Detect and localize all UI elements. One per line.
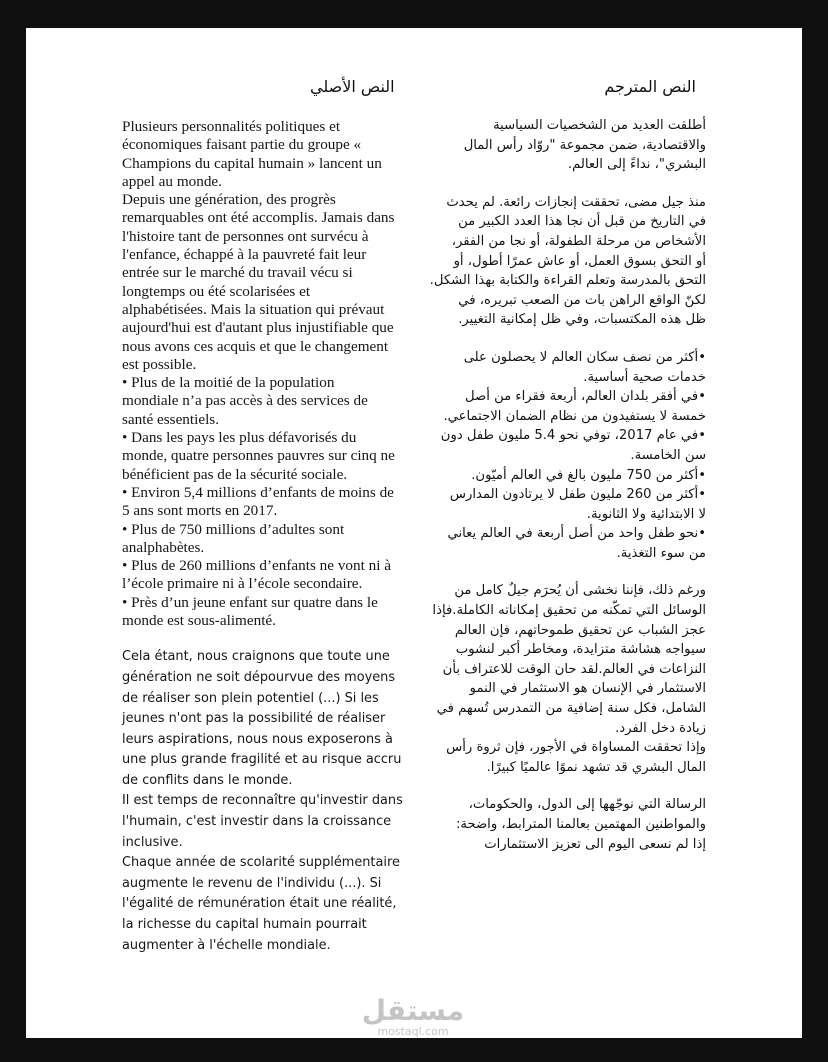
arabic-progress-paragraph: [416, 193, 706, 330]
text-line: bénéficient pas de la sécurité sociale.: [122, 465, 348, 483]
text-line: سيواجه هشاشة متزايدة، ومخاطر أكبر لنشوب: [455, 642, 706, 658]
french-paragraph-sans: [122, 647, 412, 956]
text-line: analphabètes.: [122, 538, 205, 556]
text-line: •في أفقر بلدان العالم، أربعة فقراء من أصل: [465, 389, 706, 405]
text-line: •نحو طفل واحد من أصل أربعة في العالم يعاني: [447, 526, 706, 542]
arabic-bullet-list: [416, 348, 706, 564]
text-line: Champions du capital humain » lancent un: [122, 154, 382, 172]
text-line: والاقتصادية، ضمن مجموعة "روّاد رأس المال: [463, 137, 706, 153]
text-line: ورغم ذلك، فإننا نخشى أن يُحرَم جيلٌ كامل من: [454, 583, 706, 599]
text-line: أو التحق بسوق العمل، أو عاش عمرًا أطول، أو: [453, 253, 706, 269]
mostaql-url: mostaql.com: [377, 1025, 449, 1038]
original-french-column: [122, 118, 412, 956]
text-line: leurs aspirations, nous nous exposerons à: [122, 731, 393, 747]
french-paragraph-serif: [122, 118, 412, 630]
text-line: économiques faisant partie du groupe «: [122, 136, 362, 154]
text-line: منذ جيل مضى، تحققت إنجازات رائعة. لم يحدث: [446, 194, 706, 210]
document-page: [26, 28, 802, 1038]
text-line: •في عام 2017، توفي نحو 5.4 مليون طفل دون: [440, 428, 706, 444]
arabic-intro-paragraph: [416, 116, 706, 175]
text-line: في التاريخ من قبل أن نجا هذا العدد الكبير من: [458, 214, 706, 230]
text-line: • Environ 5,4 millions d’enfants de moins de: [122, 483, 394, 501]
text-line: لا الابتدائية ولا الثانوية.: [586, 506, 706, 522]
text-line: خمسة لا يستفيدون من نظام الضمان الاجتماعي.: [443, 408, 706, 424]
text-line: alphabétisées. Mais la situation qui prévaut: [122, 300, 385, 318]
text-line: عجز الشباب عن تحقيق طموحاتهم، فإن العالم: [454, 622, 706, 638]
text-line: génération ne soit dépourvue des moyens: [122, 669, 396, 685]
text-line: • Plus de 260 millions d’enfants ne vont ni à: [122, 557, 391, 575]
text-line: وإذا تحققت المساواة في الأجور، فإن ثروة رأس: [446, 740, 706, 756]
text-line: appel au monde.: [122, 172, 222, 190]
text-line: de conflits dans le monde.: [122, 772, 293, 788]
text-line: monde, quatre personnes pauvres sur cinq ne: [122, 447, 395, 465]
text-line: est possible.: [122, 355, 197, 373]
text-line: Cela étant, nous craignons que toute une: [122, 649, 390, 665]
text-line: •أكثر من 260 مليون طفل لا يرتادون المدارس: [449, 487, 706, 503]
text-line: زيادة دخل الفرد.: [615, 720, 706, 736]
text-line: monde est sous-alimenté.: [122, 612, 276, 630]
text-line: Chaque année de scolarité supplémentaire: [122, 855, 400, 871]
text-line: de réaliser son plein potentiel (...) Si les: [122, 690, 379, 706]
text-line: la richesse du capital humain pourrait: [122, 917, 367, 933]
text-line: inclusive.: [122, 834, 183, 850]
text-line: • Dans les pays les plus défavorisés du: [122, 429, 357, 447]
text-line: • Plus de la moitié de la population: [122, 374, 335, 392]
mostaql-watermark: [358, 996, 468, 1038]
heading-translated-text: النص المترجم: [604, 77, 696, 96]
heading-original-text: النص الأصلي: [310, 77, 395, 96]
text-line: l'humain, c'est investir dans la croissance: [122, 814, 392, 830]
text-line: remarquables ont été accomplis. Jamais dans: [122, 209, 395, 227]
text-line: أطلقت العديد من الشخصيات السياسية: [493, 118, 706, 133]
text-line: 5 ans sont morts en 2017.: [122, 502, 278, 520]
text-line: santé essentiels.: [122, 410, 220, 428]
translated-arabic-column: [416, 116, 706, 854]
text-line: النزاعات في العالم.لقد حان الوقت للاعتراف بأن: [442, 661, 706, 677]
text-line: longtemps ou été scolarisées et: [122, 282, 311, 300]
text-line: الأشخاص من مرحلة الطفولة، أو نجا من الفقر،: [451, 233, 706, 249]
text-line: خدمات صحية أساسية.: [583, 369, 706, 385]
text-line: l'égalité de rémunération était une réalité,: [122, 896, 397, 912]
text-line: mondiale n’a pas accès à des services de: [122, 392, 368, 410]
text-line: Depuis une génération, des progrès: [122, 191, 336, 209]
mostaql-logo: مستقل: [361, 994, 465, 1027]
text-line: • Près d’un jeune enfant sur quatre dans le: [122, 593, 378, 611]
text-line: إذا لم نسعى اليوم الى تعزيز الاستثمارات: [484, 836, 706, 852]
text-line: والمواطنين المهتمين بعالمنا المترابط، واضحة:: [455, 817, 706, 832]
text-line: لكنّ الواقع الراهن بات من الصعب تبريره، في: [458, 292, 706, 308]
text-line: الشامل، فكل سنة إضافية من التمدرس تُسهم في: [436, 701, 706, 717]
text-line: nous avons ces acquis et que le changement: [122, 337, 389, 355]
text-line: الرسالة التي نوجّهها إلى الدول، والحكومات،: [468, 797, 706, 813]
text-line: une plus grande fragilité et au risque accru: [122, 752, 402, 768]
text-line: التحق بالمدرسة وتعلم القراءة والكتابة بهذا الشكل.: [429, 273, 706, 289]
text-line: الوسائل التي تمكّنه من تحقيق إمكاناته الكاملة.فإذا: [432, 603, 706, 619]
text-line: ظل هذه المكتسبات، وفي ظل إمكانية التغيير.: [458, 312, 706, 328]
text-line: l’école primaire ni à l’école secondaire.: [122, 575, 363, 593]
text-line: •أكثر من نصف سكان العالم لا يحصلون على: [463, 349, 706, 365]
text-line: l'enfance, échappé à la pauvreté fait leur: [122, 246, 367, 264]
text-line: l'histoire tant de personnes ont survécu à: [122, 227, 369, 245]
text-line: Il est temps de reconnaître qu'investir dans: [122, 793, 403, 809]
text-line: من سوء التغذية.: [616, 545, 706, 561]
text-line: سن الخامسة.: [630, 447, 706, 463]
text-line: المال البشري قد تشهد نموًا عالميًا كبيرًا.: [486, 759, 706, 775]
arabic-message-paragraph: [416, 795, 706, 854]
text-line: • Plus de 750 millions d’adultes sont: [122, 520, 345, 538]
text-line: augmenter à l'échelle mondiale.: [122, 937, 331, 953]
text-line: الاستثمار في الإنسان هو الاستثمار في النمو: [469, 681, 706, 697]
text-line: jeunes n'ont pas la possibilité de réaliser: [122, 711, 386, 727]
text-line: البشري"، نداءً إلى العالم.: [567, 157, 706, 173]
arabic-concern-paragraph: [416, 581, 706, 777]
text-line: augmente le revenu de l'individu (...). Si: [122, 875, 382, 891]
text-line: Plusieurs personnalités politiques et: [122, 118, 341, 135]
text-line: aujourd'hui est d'autant plus injustifiable que: [122, 319, 394, 337]
text-line: •أكثر من 750 مليون بالغ في العالم أميّون.: [471, 467, 706, 483]
text-line: entrée sur le marché du travail vécu si: [122, 264, 353, 282]
